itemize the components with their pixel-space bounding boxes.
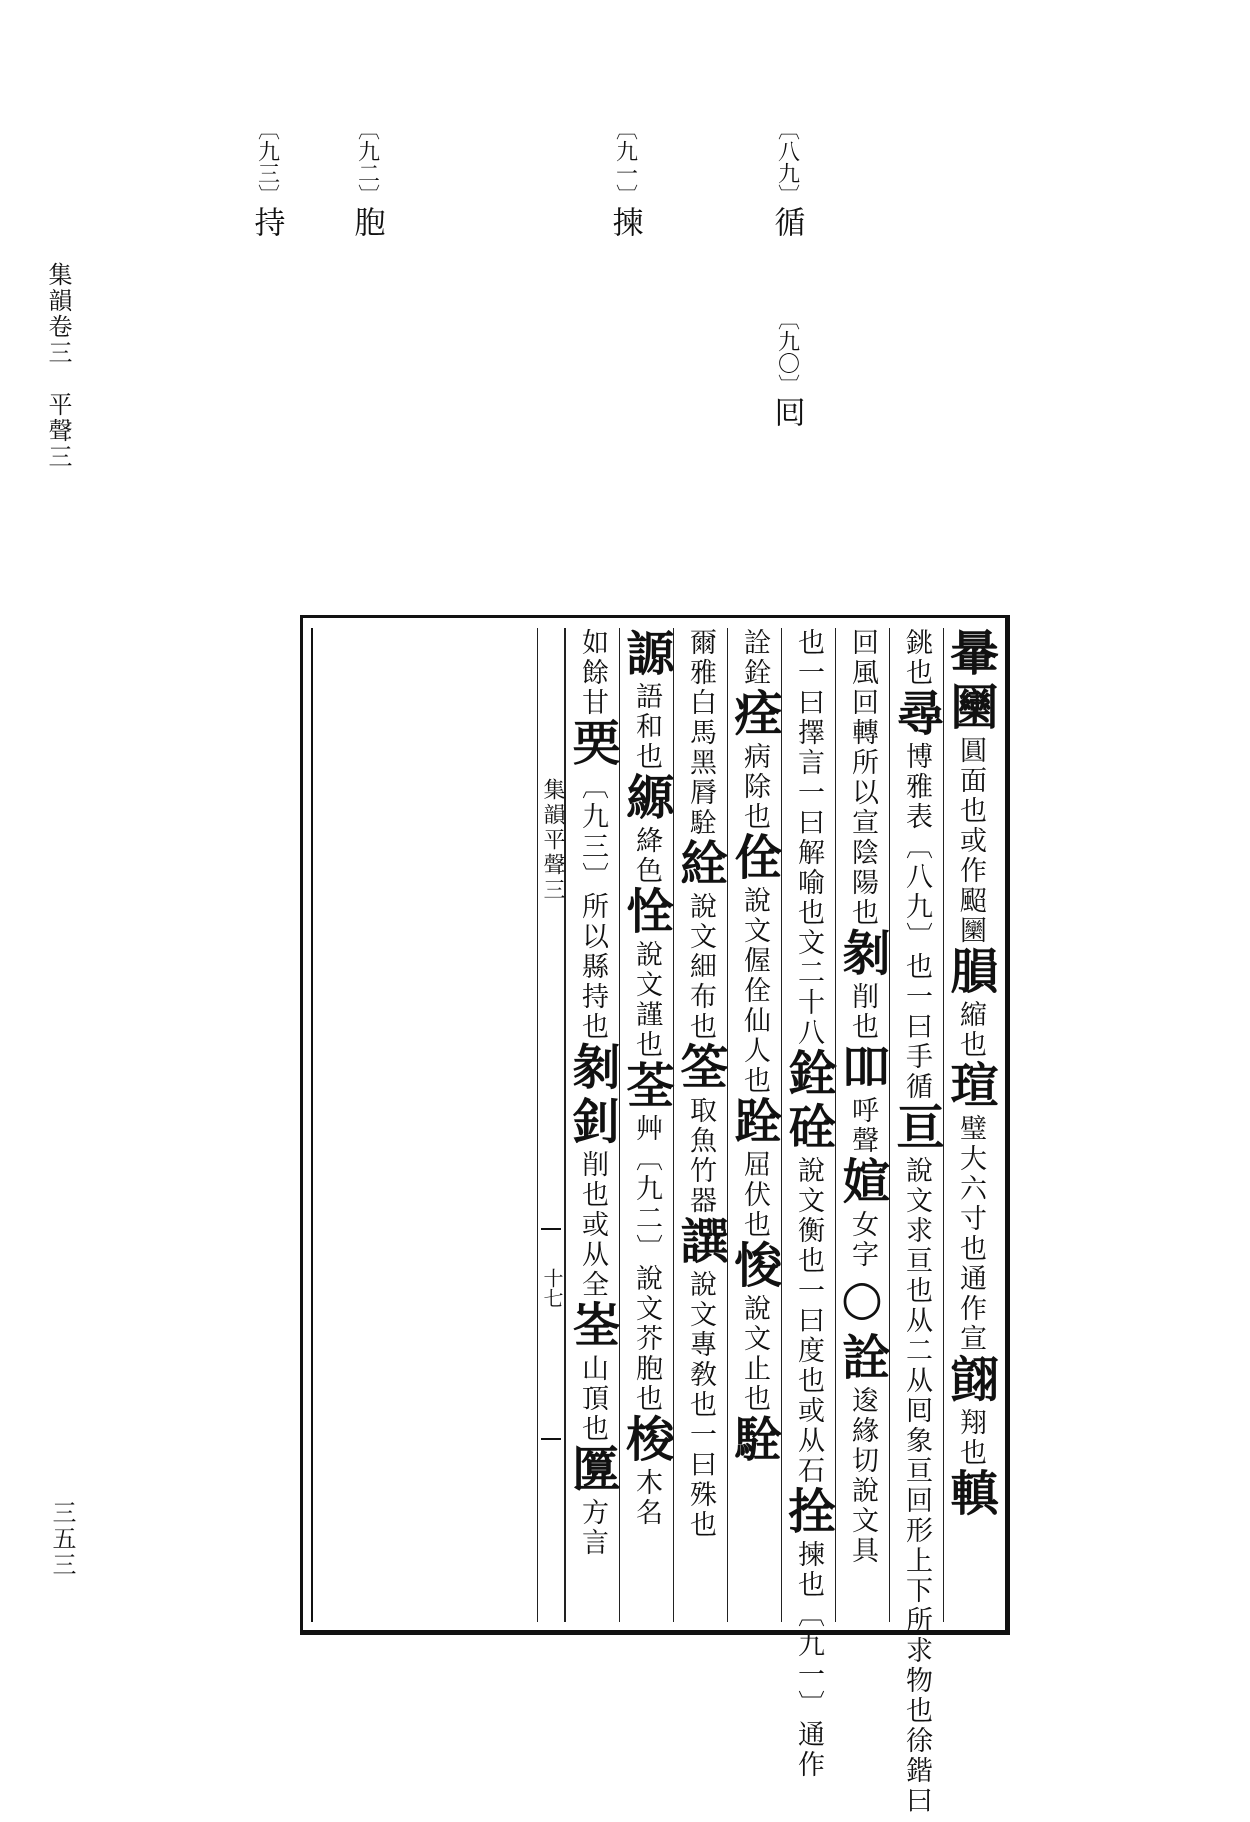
note-headword: 循 [768, 206, 805, 241]
headword: 䙲 [564, 718, 620, 772]
gloss: 山頂也 [577, 1354, 608, 1444]
headword: 䡞圞 [942, 628, 998, 736]
gloss: 說文衡也一曰度也或从石 [793, 1156, 824, 1486]
gloss: 方言 [577, 1498, 608, 1558]
headword: 梭 [618, 1414, 674, 1468]
note-headword: 囘 [768, 396, 805, 431]
gloss: 說文止也 [739, 1294, 770, 1414]
headword: 拴 [780, 1486, 836, 1540]
collation-notes [0, 0, 1250, 600]
text-column-5 [727, 628, 781, 1622]
note-number: 〔九三〕 [254, 118, 280, 206]
gloss: 逡緣切說文具 [847, 1386, 878, 1566]
page-number: 三五三 [48, 1500, 76, 1578]
headword: 亘 [888, 1102, 944, 1156]
note-90 [770, 308, 803, 431]
headword: 媗 [834, 1156, 890, 1210]
note-headword: 持 [248, 206, 285, 241]
gloss: 木名 [631, 1468, 662, 1528]
headword: 跧 [726, 1096, 782, 1150]
gloss: 說文細布也 [685, 892, 716, 1042]
note-number: 〔九一〕 [612, 118, 638, 206]
gloss: 說文偓佺仙人也 [739, 886, 770, 1096]
headword: 筌 [672, 1042, 728, 1096]
running-head-volume: 集韻卷三 [44, 262, 72, 366]
gloss: 圓面也或作䫿圞 [955, 736, 986, 946]
headword: 尋 [888, 688, 944, 742]
note-92 [350, 118, 383, 241]
gloss: 病除也 [739, 742, 770, 832]
gloss: 爾雅白馬黑脣駩 [685, 628, 716, 838]
gloss: 璧大六寸也通作宣 [955, 1114, 986, 1354]
gloss: 銚也 [901, 628, 932, 688]
headword: 荃 [618, 1060, 674, 1114]
note-number: 〔九〇〕 [774, 308, 800, 396]
headword: 悛 [726, 1240, 782, 1294]
gloss: 詮銓 [739, 628, 770, 688]
text-column-8 [565, 628, 619, 1622]
headword: 剶釗 [564, 1042, 620, 1150]
gloss: 女字 [847, 1210, 878, 1270]
fold-column [537, 628, 565, 1622]
gloss: 說文謹也 [631, 940, 662, 1060]
headword: 銓 [780, 1048, 836, 1102]
gloss: 也一曰擇言一曰解喻也文二十八 [793, 628, 824, 1048]
gloss: 削也或从全 [577, 1150, 608, 1300]
headword: 佺 [726, 832, 782, 886]
gloss: 取魚竹器 [685, 1096, 716, 1216]
note-headword: 揀 [606, 206, 643, 241]
note-headword: 胞 [348, 206, 385, 241]
gloss: 說文專敎也一曰殊也 [685, 1270, 716, 1540]
gloss: 呼聲 [847, 1096, 878, 1156]
headword: 恮 [618, 886, 674, 940]
gloss: 〔九三〕所以縣持也 [577, 772, 608, 1042]
note-number: 〔九二〕 [354, 118, 380, 206]
gloss: 說文求亘也从二从囘象亘回形上下所求物也徐鍇曰 [901, 1156, 932, 1816]
headword: 翧 [942, 1354, 998, 1408]
gloss: 語和也 [631, 682, 662, 772]
text-column-7 [619, 628, 673, 1622]
headword: 䡩 [942, 1468, 998, 1522]
gloss: 如餘甘 [577, 628, 608, 718]
rhyme-group-marker: ○ [834, 1270, 890, 1332]
fold-mark [541, 1438, 561, 1440]
headword: 痊 [726, 688, 782, 742]
headword: 駩 [726, 1414, 782, 1468]
fold-mark [541, 1228, 561, 1230]
headword: 絟 [672, 838, 728, 892]
gloss: 艸〔九二〕說文芥胞也 [631, 1114, 662, 1414]
note-93 [250, 118, 283, 241]
gloss: 屈伏也 [739, 1150, 770, 1240]
text-columns [311, 628, 998, 1816]
note-91 [608, 118, 641, 241]
headword: 峑 [564, 1300, 620, 1354]
text-column-4 [780, 628, 836, 1780]
gloss: 博雅表〔八九〕也一曰手循 [901, 742, 932, 1102]
gloss: 翔也 [955, 1408, 986, 1468]
headword: 瑄 [942, 1060, 998, 1114]
text-column-1 [943, 628, 997, 1622]
headword: 吅 [834, 1042, 890, 1096]
leaf-number: 十七 [540, 1268, 564, 1308]
text-column-6 [673, 628, 727, 1622]
fold-title: 集韻平聲三 [540, 778, 565, 903]
headword: 謜 [618, 628, 674, 682]
text-column-2 [888, 628, 944, 1816]
note-89 [770, 118, 803, 241]
headword: 匴 [564, 1444, 620, 1498]
note-number: 〔八九〕 [774, 118, 800, 206]
gloss: 回風回轉所以宣陰陽也 [847, 628, 878, 928]
gloss: 縮也 [955, 1000, 986, 1060]
headword: 詮 [834, 1332, 890, 1386]
headword: 硂 [780, 1102, 836, 1156]
headword: 䐣 [942, 946, 998, 1000]
headword: 譔 [672, 1216, 728, 1270]
headword: 剶 [834, 928, 890, 982]
headword: 縓 [618, 772, 674, 826]
gloss: 絳色 [631, 826, 662, 886]
gloss: 削也 [847, 982, 878, 1042]
woodblock-page [300, 615, 1010, 1816]
gloss: 揀也〔九一〕通作 [793, 1540, 824, 1780]
running-head-section: 平聲三 [44, 392, 72, 470]
text-column-3 [835, 628, 889, 1622]
